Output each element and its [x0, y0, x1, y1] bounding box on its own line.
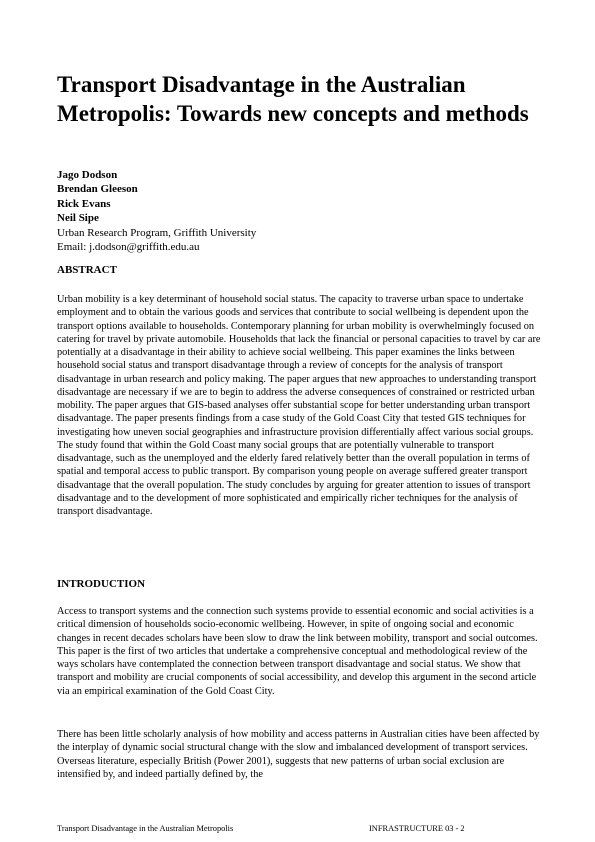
author-email: Email: j.dodson@griffith.edu.au — [57, 241, 200, 254]
footer-running-title: Transport Disadvantage in the Australian Metropolis — [57, 824, 234, 833]
author-block — [57, 168, 256, 254]
paper-title: Transport Disadvantage in the Australian Metropolis: Towards new concepts and methods — [57, 72, 529, 126]
author-affiliation: Urban Research Program, Griffith University — [57, 226, 257, 239]
author-name: Jago Dodson — [57, 169, 118, 181]
introduction-heading: INTRODUCTION — [57, 578, 146, 590]
abstract-heading: ABSTRACT — [57, 264, 117, 276]
introduction-paragraph: There has been little scholarly analysis of how mobility and access patterns in Australian cities have been affected by the interplay of dynamic social structural change with the slow and imbalanced development of transport services. Overseas literature, especially British (Power 2001), suggests that new patterns of urban social exclusion are intensified by, and indeed partially defined by, the — [57, 729, 540, 780]
author-name: Brendan Gleeson — [57, 183, 138, 196]
footer-page-number: INFRASTRUCTURE 03 - 2 — [369, 824, 465, 833]
introduction-paragraph: Access to transport systems and the connection such systems provide to essential economic and social activities is a critical dimension of households socio-economic wellbeing. However, in spite of ongoing social and economic changes in recent decades scholars have been slow to draw the link between mobility, transport and social outcomes. This paper is the first of two articles that undertake a comprehensive conceptual and methodological review of the ways scholars have contemplated the connection between transport disadvantage and social status. We show that transport and mobility are crucial components of social accessibility, and develop this argument in the second article via an empirical examination of the Gold Coast City. — [57, 606, 538, 697]
abstract-text: Urban mobility is a key determinant of household social status. The capacity to traverse urban space to undertake employment and to obtain the various goods and services that contribute to social wellbeing is dependent upon the transport options available to households. Contemporary planning for urban mobility is overwhelmingly focused on catering for travel by private automobile. Households that lack the financial or personal capacities to travel by car are potentially at a disadvantage in their ability to achieve social wellbeing. This paper examines the links between household social status and transport disadvantage through a review of concepts for the analysis of transport disadvantage in urban research and policy making. The paper argues that new approaches to understanding transport disadvantage are necessary if we are to begin to address the adverse consequences of constrained or restricted urban mobility. The paper argues that GIS-based analyses offer substantial scope for better understanding urban transport disadvantage. The paper presents findings from a case study of the Gold Coast City that tested GIS techniques for investigating how uneven social geographies and infrastructure provision differentially affect various social groups. The study found that within the Gold Coast many social groups that are potentially vulnerable to transport disadvantage, such as the unemployed and the elderly fared relatively better than the overall population in terms of spatial and temporal access to public transport. By comparison young people on average suffered greater transport disadvantage that the overall population. The study concludes by arguing for greater attention to issues of transport disadvantage and to the development of more sophisticated and empirically richer techniques for the analysis of transport disadvantage. — [57, 294, 541, 517]
author-name: Rick Evans — [57, 197, 111, 210]
author-name: Neil Sipe — [57, 212, 99, 225]
